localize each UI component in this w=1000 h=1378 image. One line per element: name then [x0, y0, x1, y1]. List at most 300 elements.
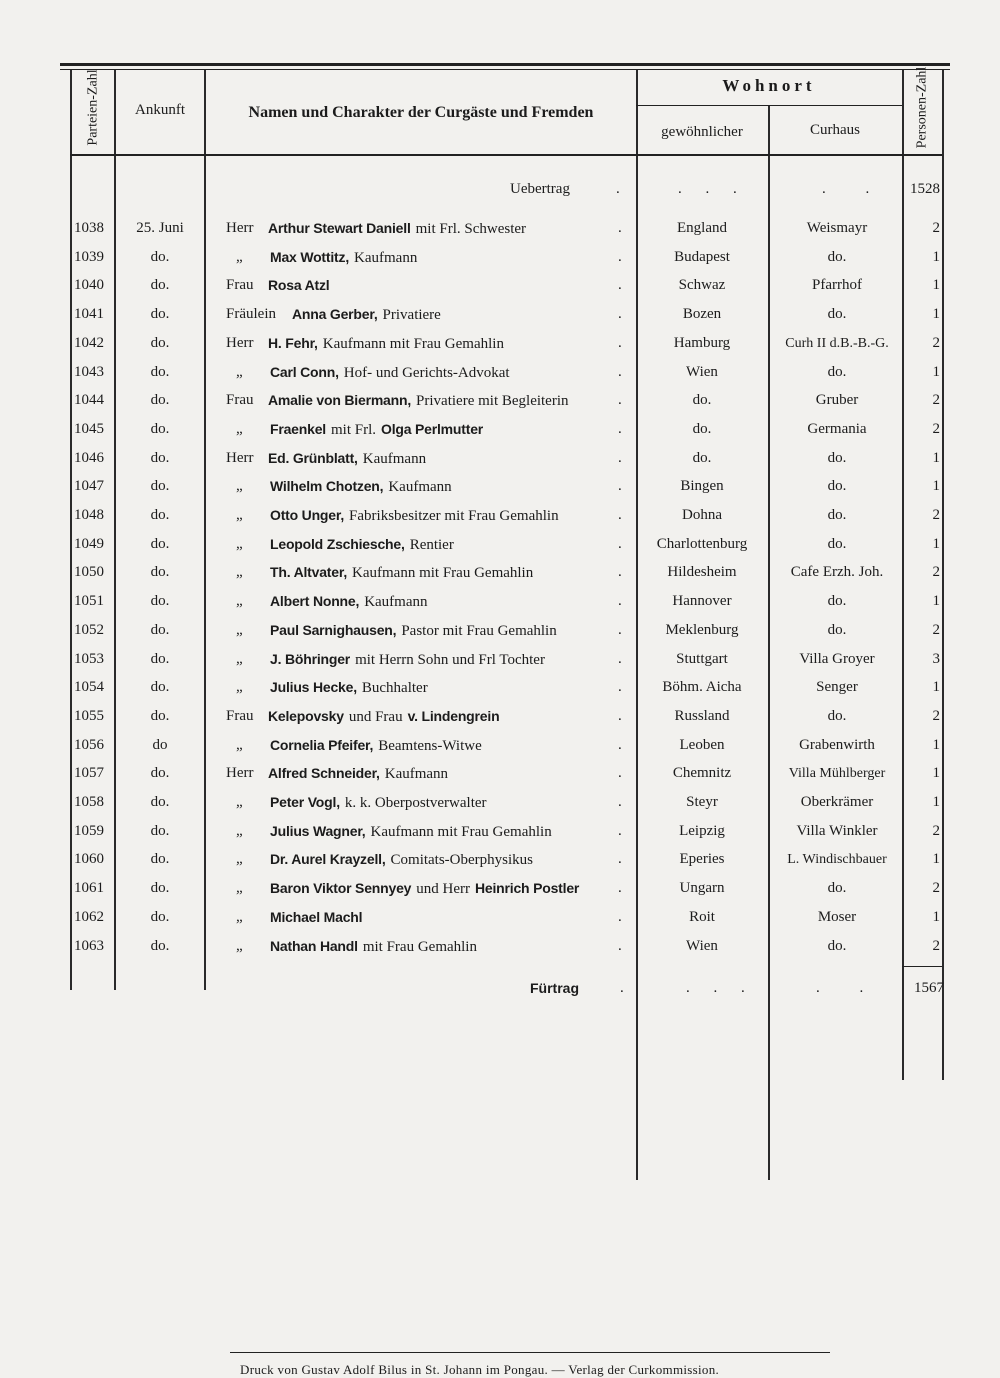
- guest-name-line: [268, 444, 426, 474]
- persons-count: 2: [932, 507, 940, 523]
- curhaus-lodging: Senger: [816, 679, 858, 696]
- home-town: Steyr: [686, 794, 718, 810]
- guest-name-line: [270, 874, 579, 904]
- leader-dot: .: [618, 449, 622, 466]
- arrival-date: do.: [150, 248, 170, 265]
- curhaus-lodging: do.: [827, 306, 847, 323]
- home-town: Bingen: [680, 478, 724, 495]
- arrival-date: do.: [150, 449, 170, 466]
- party-number: 1059: [74, 822, 104, 839]
- party-number: 1057: [74, 765, 104, 782]
- leader-dot: .: [618, 621, 622, 638]
- header-rule: [70, 154, 942, 156]
- carry-out-dot: .: [620, 980, 624, 996]
- leader-dot: .: [618, 822, 622, 839]
- guest-title: Herr: [226, 765, 254, 782]
- guest-row: [0, 645, 1000, 674]
- leader-dot: .: [618, 679, 622, 696]
- guest-name-line: [270, 243, 417, 273]
- party-number: 1049: [74, 535, 104, 552]
- persons-count: 2: [932, 420, 940, 437]
- guest-description: Kaufmann mit Frau Gemahlin: [370, 823, 552, 840]
- arrival-date: do.: [150, 650, 170, 667]
- party-number: 1046: [74, 449, 104, 466]
- guest-description: Kaufmann: [388, 479, 452, 496]
- arrival-date: do.: [150, 937, 170, 954]
- persons-count: 1: [932, 535, 940, 552]
- guest-name-line: [270, 903, 362, 932]
- party-number: 1055: [74, 707, 104, 724]
- leader-dot: .: [618, 880, 622, 897]
- guest-title: „: [236, 822, 243, 839]
- guest-name: Albert Nonne,: [270, 593, 360, 610]
- guest-title: „: [236, 794, 243, 810]
- carry-out-label: Fürtrag: [530, 980, 579, 996]
- guest-name: Fraenkel: [270, 420, 326, 437]
- guest-name-line: [268, 759, 448, 789]
- leader-dot: .: [618, 765, 622, 782]
- guest-title: Frau: [226, 277, 254, 294]
- guest-name-line: [270, 845, 533, 875]
- guest-name: H. Fehr,: [268, 334, 318, 351]
- guest-name-second: v. Lindengrein: [407, 707, 500, 724]
- guest-name-line: [270, 645, 545, 675]
- curhaus-lodging: Moser: [817, 908, 857, 925]
- curhaus-lodging: Gruber: [815, 392, 859, 409]
- guest-title: „: [236, 420, 243, 437]
- guest-row: [0, 415, 1000, 444]
- namen-header: Namen und Charakter der Curgäste und Fremden: [248, 104, 594, 121]
- curhaus-lodging: do.: [827, 507, 847, 523]
- guest-name: Amalie von Biermann,: [268, 392, 412, 409]
- persons-count: 2: [932, 880, 940, 897]
- guest-description: Kaufmann mit Frau Gemahlin: [352, 565, 534, 582]
- home-town: do.: [692, 449, 712, 466]
- curhaus-lodging: do.: [827, 449, 847, 466]
- guest-name: Alfred Schneider,: [268, 765, 380, 782]
- leader-dot: .: [618, 334, 622, 351]
- guest-row: [0, 444, 1000, 473]
- guest-row: [0, 673, 1000, 702]
- home-town: Meklenburg: [665, 621, 739, 638]
- guest-name-line: [268, 329, 504, 359]
- home-town: Roit: [689, 908, 715, 925]
- guest-title: „: [236, 851, 243, 868]
- arrival-date: do.: [150, 822, 170, 839]
- arrival-date: do.: [150, 392, 170, 409]
- leader-dot: .: [618, 707, 622, 724]
- guest-description: und Herr: [416, 881, 470, 898]
- ankunft-header: Ankunft: [135, 102, 185, 118]
- guest-row: [0, 358, 1000, 387]
- persons-count: 1: [932, 306, 940, 323]
- party-number: 1058: [74, 794, 104, 810]
- guest-description: Fabriksbesitzer mit Frau Gemahlin: [349, 508, 559, 524]
- guest-row: [0, 587, 1000, 616]
- curhaus-lodging: do.: [827, 937, 847, 954]
- carry-in-dot: .: [616, 181, 620, 197]
- arrival-date: do.: [150, 564, 170, 581]
- party-number: 1051: [74, 593, 104, 610]
- leader-dot: .: [618, 851, 622, 868]
- guest-title: Herr: [226, 449, 254, 466]
- guest-title: „: [236, 593, 243, 610]
- home-town: Russland: [674, 707, 730, 724]
- home-town: Hannover: [672, 593, 732, 610]
- guest-name: Peter Vogl,: [270, 794, 340, 810]
- guest-description: Rentier: [409, 536, 454, 553]
- arrival-date: do.: [150, 507, 170, 523]
- party-number: 1041: [74, 306, 104, 323]
- curhaus-lodging: Pfarrhof: [812, 277, 862, 294]
- printer-imprint: Druck von Gustav Adolf Bilus in St. Johann im Pongau. — Verlag der Curkommission.: [240, 1362, 720, 1377]
- curhaus-lodging: do.: [827, 363, 847, 380]
- guest-description: Beamtens-Witwe: [378, 737, 482, 754]
- guest-title: Herr: [226, 220, 254, 236]
- arrival-date: do.: [150, 880, 170, 897]
- home-town: Eperies: [679, 851, 725, 868]
- party-number: 1050: [74, 564, 104, 581]
- leader-dot: .: [618, 277, 622, 294]
- guest-name: Paul Sarnighausen,: [270, 621, 397, 638]
- persons-count: 1: [932, 765, 940, 782]
- guest-name: Ed. Grünblatt,: [268, 449, 358, 466]
- guest-name: Rosa Atzl: [268, 277, 330, 294]
- arrival-date: do.: [150, 765, 170, 782]
- guest-row: [0, 702, 1000, 731]
- curhaus-lodging: Villa Winkler: [796, 822, 878, 839]
- guest-name: Julius Hecke,: [270, 679, 357, 696]
- party-number: 1060: [74, 851, 104, 868]
- carry-in-dots-cur: . .: [822, 181, 888, 197]
- home-town: Böhm. Aicha: [662, 679, 742, 696]
- wohnort-header: Wohnort: [722, 76, 816, 95]
- guest-row: [0, 329, 1000, 358]
- curhaus-lodging: Curh II d.B.-B.-G.: [785, 335, 889, 351]
- home-town: Hildesheim: [667, 564, 737, 581]
- guest-name: Julius Wagner,: [270, 822, 366, 839]
- leader-dot: .: [618, 420, 622, 437]
- home-town: Schwaz: [678, 277, 726, 294]
- persons-count: 3: [932, 650, 940, 667]
- curhaus-lodging: Weismayr: [806, 220, 868, 236]
- gewoehnlicher-header: gewöhnlicher: [661, 124, 743, 140]
- party-number: 1043: [74, 363, 104, 380]
- persons-count: 1: [932, 851, 940, 868]
- leader-dot: .: [618, 248, 622, 265]
- guest-description: Buchhalter: [361, 680, 428, 697]
- guest-name-line: [270, 472, 452, 502]
- guest-description: Kaufmann: [354, 249, 418, 266]
- carry-out-dots-home: . . .: [686, 980, 755, 996]
- arrival-date: do.: [150, 478, 170, 495]
- leader-dot: .: [618, 908, 622, 925]
- curhaus-lodging: Germania: [807, 420, 867, 437]
- guest-name-line: [270, 415, 483, 445]
- persons-count: 2: [932, 392, 940, 409]
- guest-row: [0, 243, 1000, 272]
- top-rule: [60, 63, 950, 66]
- guest-name: Baron Viktor Sennyey: [270, 880, 412, 897]
- party-number: 1056: [74, 736, 104, 753]
- guest-name-line: [270, 731, 482, 761]
- party-number: 1039: [74, 248, 104, 265]
- guest-name-line: [270, 673, 428, 703]
- guest-name: Dr. Aurel Krayzell,: [270, 851, 386, 868]
- guest-title: „: [236, 908, 243, 925]
- guest-description: k. k. Oberpostverwalter: [344, 795, 487, 811]
- home-town: Ungarn: [679, 880, 725, 897]
- persons-count: 2: [932, 564, 940, 581]
- home-town: Wien: [686, 363, 718, 380]
- leader-dot: .: [618, 794, 622, 810]
- party-number: 1040: [74, 277, 104, 294]
- guest-row: [0, 271, 1000, 300]
- curhaus-lodging: do.: [827, 707, 847, 724]
- arrival-date: 25. Juni: [136, 220, 184, 236]
- guest-title: „: [236, 736, 243, 753]
- home-town: do.: [692, 420, 712, 437]
- guest-description: Privatiere mit Begleiterin: [416, 393, 569, 410]
- guest-name-line: [270, 358, 510, 388]
- parteien-zahl-header: Parteien-Zahl: [85, 69, 101, 146]
- guest-row: [0, 903, 1000, 932]
- curhaus-lodging: do.: [827, 248, 847, 265]
- guest-description: mit Frau Gemahlin: [362, 938, 477, 955]
- carry-in-dots-home: . . .: [678, 181, 747, 197]
- guest-description: Kaufmann: [362, 450, 427, 467]
- home-town: Charlottenburg: [656, 535, 748, 552]
- arrival-date: do.: [150, 794, 170, 810]
- arrival-date: do.: [150, 306, 170, 323]
- persons-count: 1: [932, 363, 940, 380]
- leader-dot: .: [618, 392, 622, 409]
- guest-title: Herr: [226, 334, 254, 351]
- arrival-date: do.: [150, 334, 170, 351]
- persons-count: 2: [932, 621, 940, 638]
- home-town: Leoben: [679, 736, 725, 753]
- party-number: 1045: [74, 420, 104, 437]
- leader-dot: .: [618, 306, 622, 323]
- guest-description: Kaufmann: [364, 594, 428, 611]
- home-town: Bozen: [682, 306, 722, 323]
- guest-name-second: Olga Perlmutter: [381, 420, 484, 437]
- guest-title: „: [236, 564, 243, 581]
- guest-title: „: [236, 478, 243, 495]
- curhaus-lodging: do.: [827, 880, 847, 897]
- leader-dot: .: [618, 363, 622, 380]
- guest-name: Cornelia Pfeifer,: [270, 736, 374, 753]
- leader-dot: .: [618, 736, 622, 753]
- party-number: 1044: [74, 392, 104, 409]
- personen-zahl-header: Personen-Zahl: [914, 66, 930, 149]
- home-town: do.: [692, 392, 712, 409]
- curhaus-lodging: do.: [827, 478, 847, 495]
- arrival-date: do.: [150, 851, 170, 868]
- guest-title: Frau: [226, 392, 254, 409]
- persons-count: 1: [932, 908, 940, 925]
- party-number: 1048: [74, 507, 104, 523]
- arrival-date: do.: [150, 908, 170, 925]
- persons-count: 1: [932, 478, 940, 495]
- guest-name-line: [268, 271, 329, 300]
- persons-count: 1: [932, 277, 940, 294]
- guest-description: Hof- und Gerichts-Advokat: [343, 364, 510, 381]
- curhaus-lodging: Cafe Erzh. Joh.: [790, 564, 884, 581]
- guest-name: Wilhelm Chotzen,: [270, 478, 384, 495]
- arrival-date: do.: [150, 420, 170, 437]
- curhaus-lodging: Villa Mühlberger: [788, 766, 886, 782]
- guest-name-line: [268, 702, 499, 732]
- curhaus-lodging: do.: [827, 535, 847, 552]
- party-number: 1038: [74, 220, 104, 236]
- arrival-date: do.: [150, 707, 170, 724]
- guest-name-line: [270, 558, 533, 588]
- leader-dot: .: [618, 535, 622, 552]
- guest-name: Kelepovsky: [268, 707, 344, 724]
- home-town: Dohna: [682, 507, 722, 523]
- persons-count: 2: [932, 937, 940, 954]
- leader-dot: .: [618, 937, 622, 954]
- curhaus-lodging: do.: [827, 593, 847, 610]
- persons-count: 2: [932, 822, 940, 839]
- guest-row: [0, 932, 1000, 961]
- guest-description: Privatiere: [382, 307, 441, 324]
- home-town: Stuttgart: [676, 650, 728, 667]
- persons-count: 1: [932, 248, 940, 265]
- guest-title: Fräulein: [226, 306, 276, 323]
- guest-name-line: [268, 214, 526, 244]
- guest-row: [0, 759, 1000, 788]
- arrival-date: do.: [150, 363, 170, 380]
- guest-description: Kaufmann mit Frau Gemahlin: [322, 335, 504, 352]
- guest-name: Anna Gerber,: [292, 306, 378, 323]
- guest-description: mit Frl.: [331, 421, 377, 438]
- guest-row: [0, 817, 1000, 846]
- guest-title: „: [236, 650, 243, 667]
- persons-count: 1: [932, 679, 940, 696]
- arrival-date: do.: [150, 679, 170, 696]
- guest-name-line: [270, 817, 552, 847]
- guest-row: [0, 874, 1000, 903]
- guest-name-line: [292, 300, 441, 330]
- leader-dot: .: [618, 593, 622, 610]
- party-number: 1053: [74, 650, 104, 667]
- guest-name-line: [270, 587, 428, 617]
- guest-name: J. Böhringer: [270, 650, 351, 667]
- guest-row: [0, 558, 1000, 587]
- leader-dot: .: [618, 478, 622, 495]
- home-town: Leipzig: [679, 822, 725, 839]
- arrival-date: do.: [150, 621, 170, 638]
- guest-row: [0, 788, 1000, 817]
- guest-title: „: [236, 880, 243, 897]
- home-town: Wien: [686, 937, 718, 954]
- guest-name-second: Heinrich Postler: [474, 880, 580, 897]
- guest-name: Nathan Handl: [270, 937, 358, 954]
- party-number: 1054: [74, 679, 104, 696]
- arrival-date: do.: [150, 535, 170, 552]
- guest-row: [0, 530, 1000, 559]
- guest-title: „: [236, 363, 243, 380]
- party-number: 1063: [74, 937, 104, 954]
- guest-name-line: [270, 932, 477, 962]
- guest-description: Pastor mit Frau Gemahlin: [401, 622, 557, 639]
- guest-name-line: [270, 788, 487, 818]
- leader-dot: .: [618, 220, 622, 236]
- leader-dot: .: [618, 650, 622, 667]
- curhaus-lodging: L. Windischbauer: [787, 852, 887, 868]
- guest-row: [0, 845, 1000, 874]
- party-number: 1062: [74, 908, 104, 925]
- persons-count: 1: [932, 593, 940, 610]
- guest-name-line: [270, 616, 557, 646]
- arrival-date: do: [152, 736, 168, 753]
- guest-row: [0, 472, 1000, 501]
- guest-description: und Frau: [348, 708, 403, 725]
- guest-title: „: [236, 679, 243, 696]
- persons-count: 1: [932, 449, 940, 466]
- guest-title: „: [236, 507, 243, 523]
- guest-title: „: [236, 248, 243, 265]
- home-town: Chemnitz: [672, 765, 732, 782]
- home-town: Hamburg: [673, 334, 731, 351]
- curhaus-lodging: Oberkrämer: [800, 794, 874, 810]
- carry-out-persons: 1567: [914, 980, 944, 996]
- guest-row: [0, 501, 1000, 530]
- guest-description: Kaufmann: [384, 766, 449, 783]
- persons-count: 2: [932, 220, 940, 236]
- persons-count: 2: [932, 334, 940, 351]
- persons-count: 1: [932, 794, 940, 810]
- guest-name-line: [270, 501, 559, 531]
- leader-dot: .: [618, 507, 622, 523]
- wohnort-rule: [636, 105, 902, 106]
- curhaus-lodging: Villa Groyer: [799, 650, 875, 667]
- guest-name-line: [270, 530, 454, 560]
- party-number: 1061: [74, 880, 104, 897]
- persons-count: 2: [932, 707, 940, 724]
- carry-in-label: Uebertrag: [510, 181, 570, 197]
- guest-description: mit Herrn Sohn und Frl Tochter: [355, 651, 545, 668]
- guest-name: Th. Altvater,: [270, 564, 348, 581]
- guest-description: mit Frl. Schwester: [415, 221, 527, 237]
- party-number: 1042: [74, 334, 104, 351]
- guest-row: [0, 386, 1000, 415]
- persons-count: 1: [932, 736, 940, 753]
- party-number: 1047: [74, 478, 104, 495]
- guest-title: „: [236, 621, 243, 638]
- guest-name: Max Wottitz,: [270, 248, 350, 265]
- curhaus-header: Curhaus: [810, 122, 860, 138]
- curhaus-lodging: do.: [827, 621, 847, 638]
- footer-rule: [230, 1352, 830, 1353]
- top-rule-thin: [60, 69, 950, 70]
- home-town: Budapest: [674, 248, 730, 265]
- guest-name: Leopold Zschiesche,: [270, 535, 405, 552]
- guest-row: [0, 300, 1000, 329]
- guest-name: Arthur Stewart Daniell: [268, 220, 411, 236]
- sum-rule: [902, 966, 942, 967]
- carry-out-row: [0, 974, 1000, 1003]
- guest-name: Michael Machl: [270, 908, 363, 925]
- guest-row: [0, 731, 1000, 760]
- party-number: 1052: [74, 621, 104, 638]
- guest-row: [0, 214, 1000, 243]
- guest-name-line: [268, 386, 569, 416]
- guest-description: Comitats-Oberphysikus: [390, 852, 534, 869]
- guest-title: Frau: [226, 707, 254, 724]
